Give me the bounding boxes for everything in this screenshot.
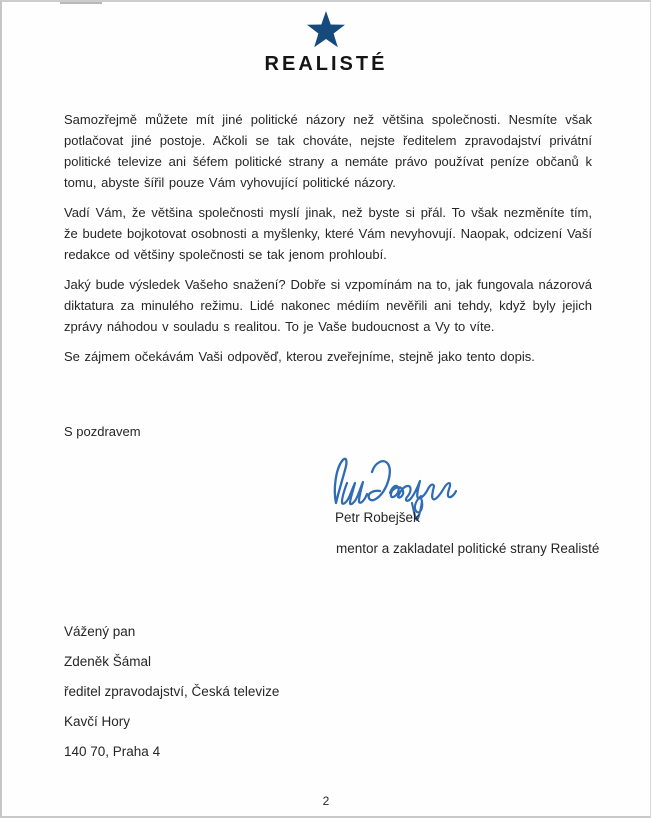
recipient-title: ředitel zpravodajství, Česká televize [64, 684, 280, 699]
scan-artifact [60, 2, 102, 4]
recipient-address-city: 140 70, Praha 4 [64, 744, 161, 759]
recipient-name: Zdeněk Šámal [64, 654, 152, 669]
closing-salutation: S pozdravem [64, 424, 141, 439]
letter-paragraph-3: Jaký bude výsledek Vašeho snažení? Dobře si vzpomínám na to, jak fungovala názorová diktatura za minulého režimu. Lidé nakonec médiím nevěřili ani tehdy, když byly jejich zprávy náhodou v souladu s realitou. To je Vaše budoucnost a Vy to víte. [64, 277, 592, 334]
star-icon [304, 10, 348, 50]
recipient-address-street: Kavčí Hory [64, 714, 131, 729]
signer-title: mentor a zakladatel politické strany Realisté [336, 541, 600, 556]
page-number: 2 [322, 794, 330, 808]
party-name: REALISTÉ [264, 53, 388, 75]
recipient-salutation: Vážený pan [64, 624, 136, 639]
recipient-block [64, 624, 279, 774]
letter-paragraph-1: Samozřejmě můžete mít jiné politické názory než většina společnosti. Nesmíte však potlačovat jiné postoje. Ačkoli se tak chováte, nejste ředitelem zpravodajství privátní politické televize ani šéfem politické strany a nemáte právo používat peníze občanů k tomu, abyste šířil pouze Vám vyhovující politické názory. [64, 112, 592, 190]
party-logo [2, 10, 650, 76]
letter-paragraph-4: Se zájmem očekávám Vaši odpověď, kterou zveřejníme, stejně jako tento dopis. [64, 349, 535, 364]
signer-name: Petr Robejšek [335, 510, 420, 525]
letter-paragraph-2: Vadí Vám, že většina společnosti myslí jinak, než byste si přál. To však nezměníte tím, že budete bojkotovat osobnosti a myšlenky, které Vám nevyhovují. Naopak, odcizení Vaší redakce od většiny společnosti se tak jenom prohloubí. [64, 205, 592, 262]
letter-body [64, 109, 592, 376]
